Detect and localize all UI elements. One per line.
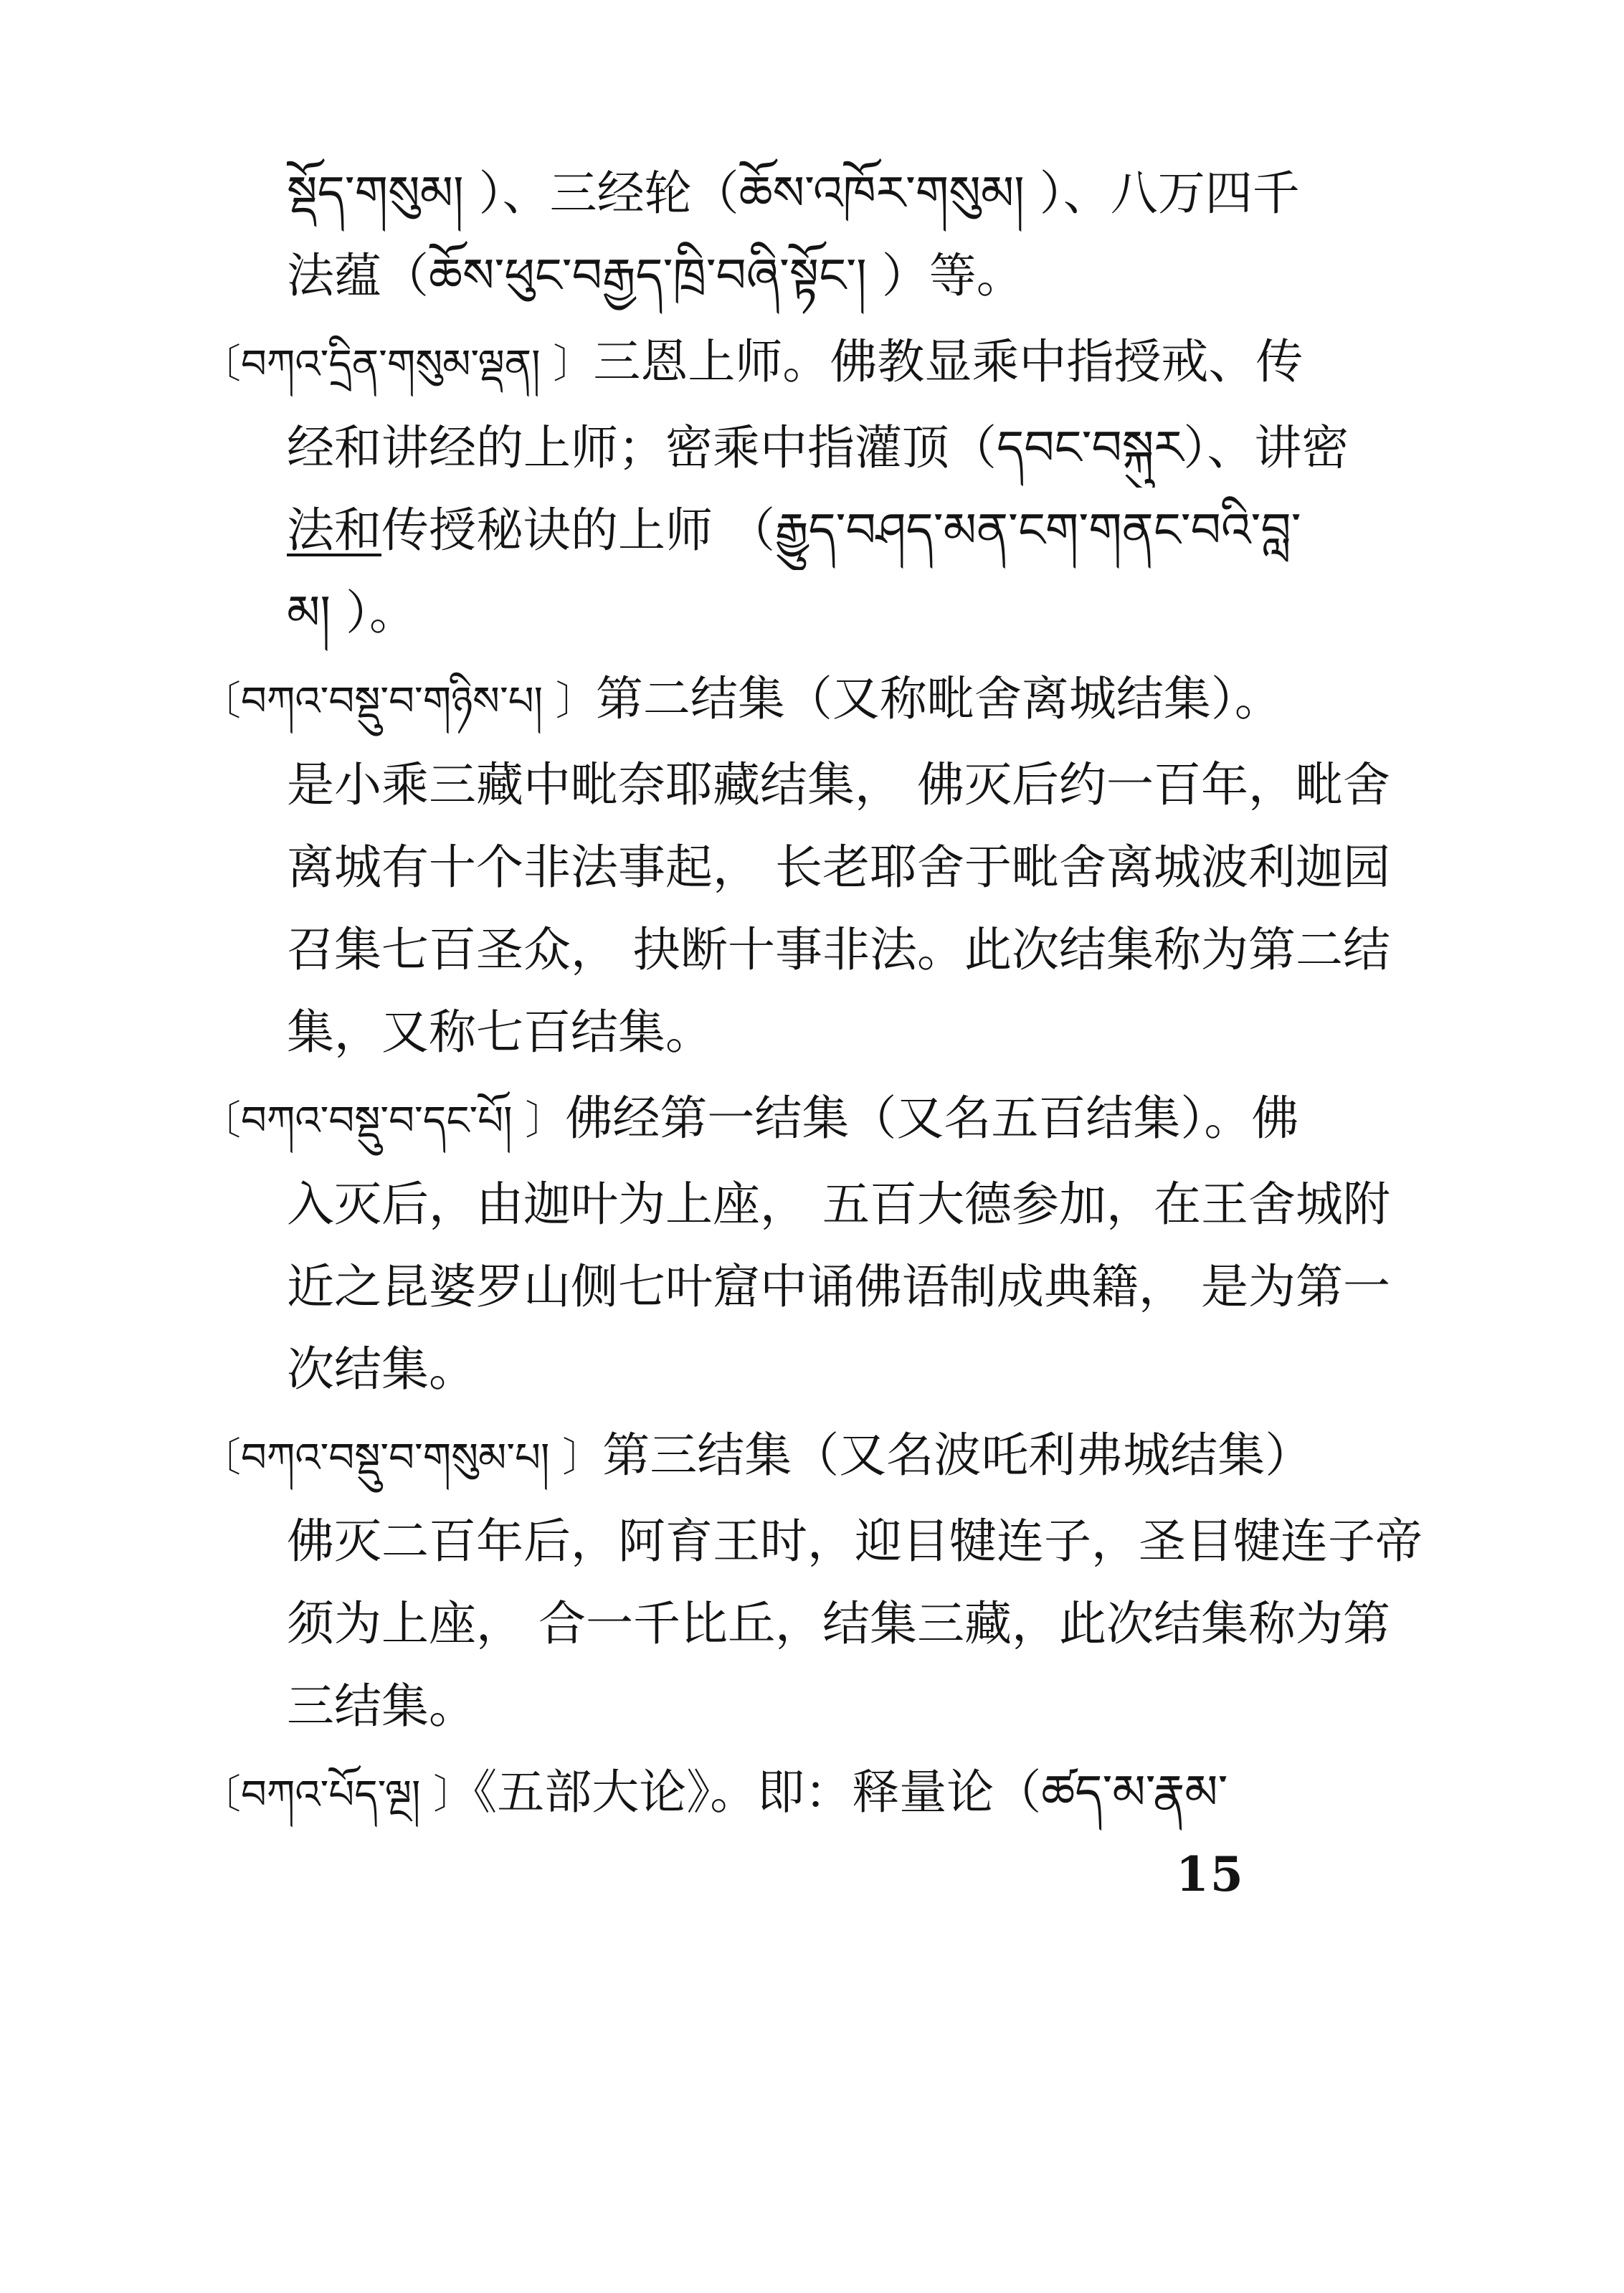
entry-term: 〔བཀའ་བསྡུ་བ་གཉིས་པ། 〕 [201, 678, 596, 725]
text-line [287, 237, 1624, 315]
text-line [287, 491, 1624, 570]
text-line [287, 154, 1624, 233]
text-line [287, 746, 1624, 825]
text-line [287, 1667, 1624, 1746]
entry-definition: 第二结集（又称毗舍离城结集）。 [595, 671, 1282, 726]
text-line [287, 574, 1624, 652]
text-line [287, 1165, 1624, 1244]
text-line [287, 1248, 1624, 1326]
line-text: 近之昆婆罗山侧七叶窟中诵佛语制成典籍， 是为第一 [287, 1259, 1390, 1314]
line-text: མ། ）。 [287, 585, 417, 640]
text-line [287, 828, 1624, 907]
text-line [287, 993, 1624, 1072]
line-text: 传授秘诀的上师 （རྒྱུད་བཤད་མན་ངག་གནང་བའི་བླ་ [381, 503, 1301, 558]
entry-term: 〔བཀའ་དྲིན་གསུམ་ལྡན། 〕 [201, 341, 594, 388]
entry-term: 〔བཀའ་པོད་ལྔ། 〕 [201, 1772, 474, 1818]
text-line [287, 1330, 1624, 1409]
line-text: སྡོད་གསུམ། ）、三经轮（ཆོས་འཁོར་གསུམ། ）、八万四千 [287, 166, 1300, 221]
text-line [287, 409, 1624, 488]
entry-term: 〔བཀའ་བསྡུ་བ་དང་པོ། 〕 [201, 1098, 566, 1144]
line-text: 集，又称七百结集。 [287, 1005, 713, 1060]
line-text: 次结集。 [287, 1342, 476, 1397]
page-number: 15 [1176, 1846, 1245, 1902]
entry-definition: 佛经第一结集（又名五百结集）。佛 [565, 1091, 1299, 1146]
entry-definition: 《五部大论》。即：释量论（ཚད་མ་རྣམ་ [473, 1765, 1228, 1820]
entry-term: 〔བཀའ་བསྡུ་བ་གསུམ་པ། 〕 [201, 1435, 603, 1481]
line-text: 入灭后，由迦叶为上座， 五百大德参加，在王舍城附 [287, 1177, 1390, 1232]
text-line [287, 1585, 1624, 1663]
line-text: 经和讲经的上师；密乘中指灌顶（དབང་བསྐུར）、讲密 [287, 420, 1349, 475]
entry-headword-line [201, 660, 1577, 741]
line-text: 佛灭二百年后，阿育王时，迎目犍连子，圣目犍连子帝 [287, 1514, 1423, 1569]
line-text: 召集七百圣众， 抉断十事非法。此次结集称为第二结 [287, 922, 1390, 977]
text-line [287, 1502, 1624, 1581]
line-text: 三结集。 [287, 1679, 476, 1734]
line-text: 离城有十个非法事起， 长老耶舍于毗舍离城波利迦园 [287, 840, 1390, 895]
entry-headword-line [201, 1079, 1577, 1161]
text-line [287, 911, 1624, 989]
line-text: 是小乘三藏中毗奈耶藏结集， 佛灭后约一百年，毗舍 [287, 757, 1390, 812]
entry-definition: 第三结集（又名波吒利弗城结集） [602, 1428, 1313, 1483]
entry-definition: 三恩上师。佛教显乘中指授戒、传 [593, 334, 1304, 389]
line-text: 须为上座， 合一千比丘，结集三藏，此次结集称为第 [287, 1596, 1390, 1651]
entry-headword-line [201, 323, 1577, 404]
underlined-text: 法和 [287, 503, 381, 558]
line-text: 法蕴（ཆོས་ཕུང་བརྒྱད་ཁྲི་བཞི་སྟོང་། ）等。 [287, 248, 1024, 303]
entry-headword-line [201, 1416, 1577, 1498]
entry-headword-line [201, 1753, 1577, 1835]
